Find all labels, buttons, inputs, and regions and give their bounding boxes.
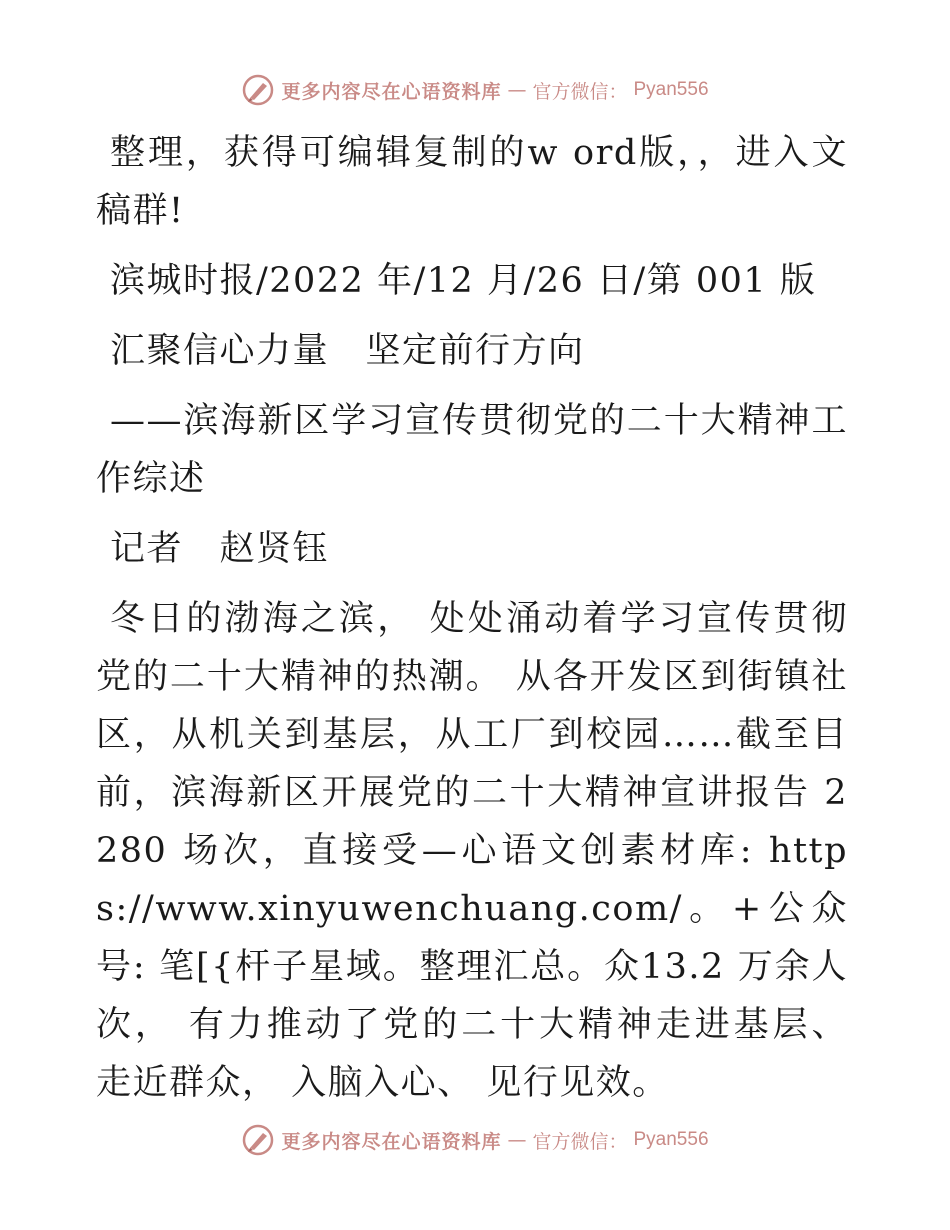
footer-watermark [0, 1120, 950, 1160]
document-body [96, 124, 848, 1112]
article-byline: 记者 赵贤钰 [110, 529, 330, 569]
watermark-wechat-label: 官方微信： [532, 80, 628, 103]
watermark-wechat-label: 官方微信： [532, 1130, 628, 1153]
watermark-wechat-id: Pyan556 [633, 79, 709, 100]
watermark-separator: — [507, 79, 527, 101]
article-title: 汇聚信心力量 坚定前行方向 [110, 331, 585, 371]
publication-meta: 滨城时报/2022 年/12 月/26 日/第 001 版 [110, 261, 817, 301]
watermark-brand: 更多内容尽在心语资料库 [281, 1130, 502, 1153]
intro-paragraph: 整理，获得可编辑复制的w ord版，，进入文稿群! [96, 133, 848, 231]
pen-logo-icon [241, 1123, 275, 1157]
article-subtitle: ——滨海新区学习宣传贯彻党的二十大精神工作综述 [96, 401, 848, 499]
header-watermark [0, 70, 950, 110]
body-paragraph: 冬日的渤海之滨， 处处涌动着学习宣传贯彻党的二十大精神的热潮。 从各开发区到街镇社区，从机关到基层，从工厂到校园……截至目前，滨海新区开展党的二十大精神宣讲报告 2280 场次，直接受—心语文创素材库: https://www.xinyuwenchuang.com/。+公众号: 笔[{杆子星域。整理汇总。众13.2 万余人次， 有力推动了党的二十大精神走进基层、 走近群众， 入脑入心、 见行见效。 [96, 599, 848, 1103]
watermark-separator: — [507, 1129, 527, 1151]
watermark-brand: 更多内容尽在心语资料库 [281, 80, 502, 103]
watermark-wechat-id: Pyan556 [633, 1129, 709, 1150]
pen-logo-icon [241, 73, 275, 107]
